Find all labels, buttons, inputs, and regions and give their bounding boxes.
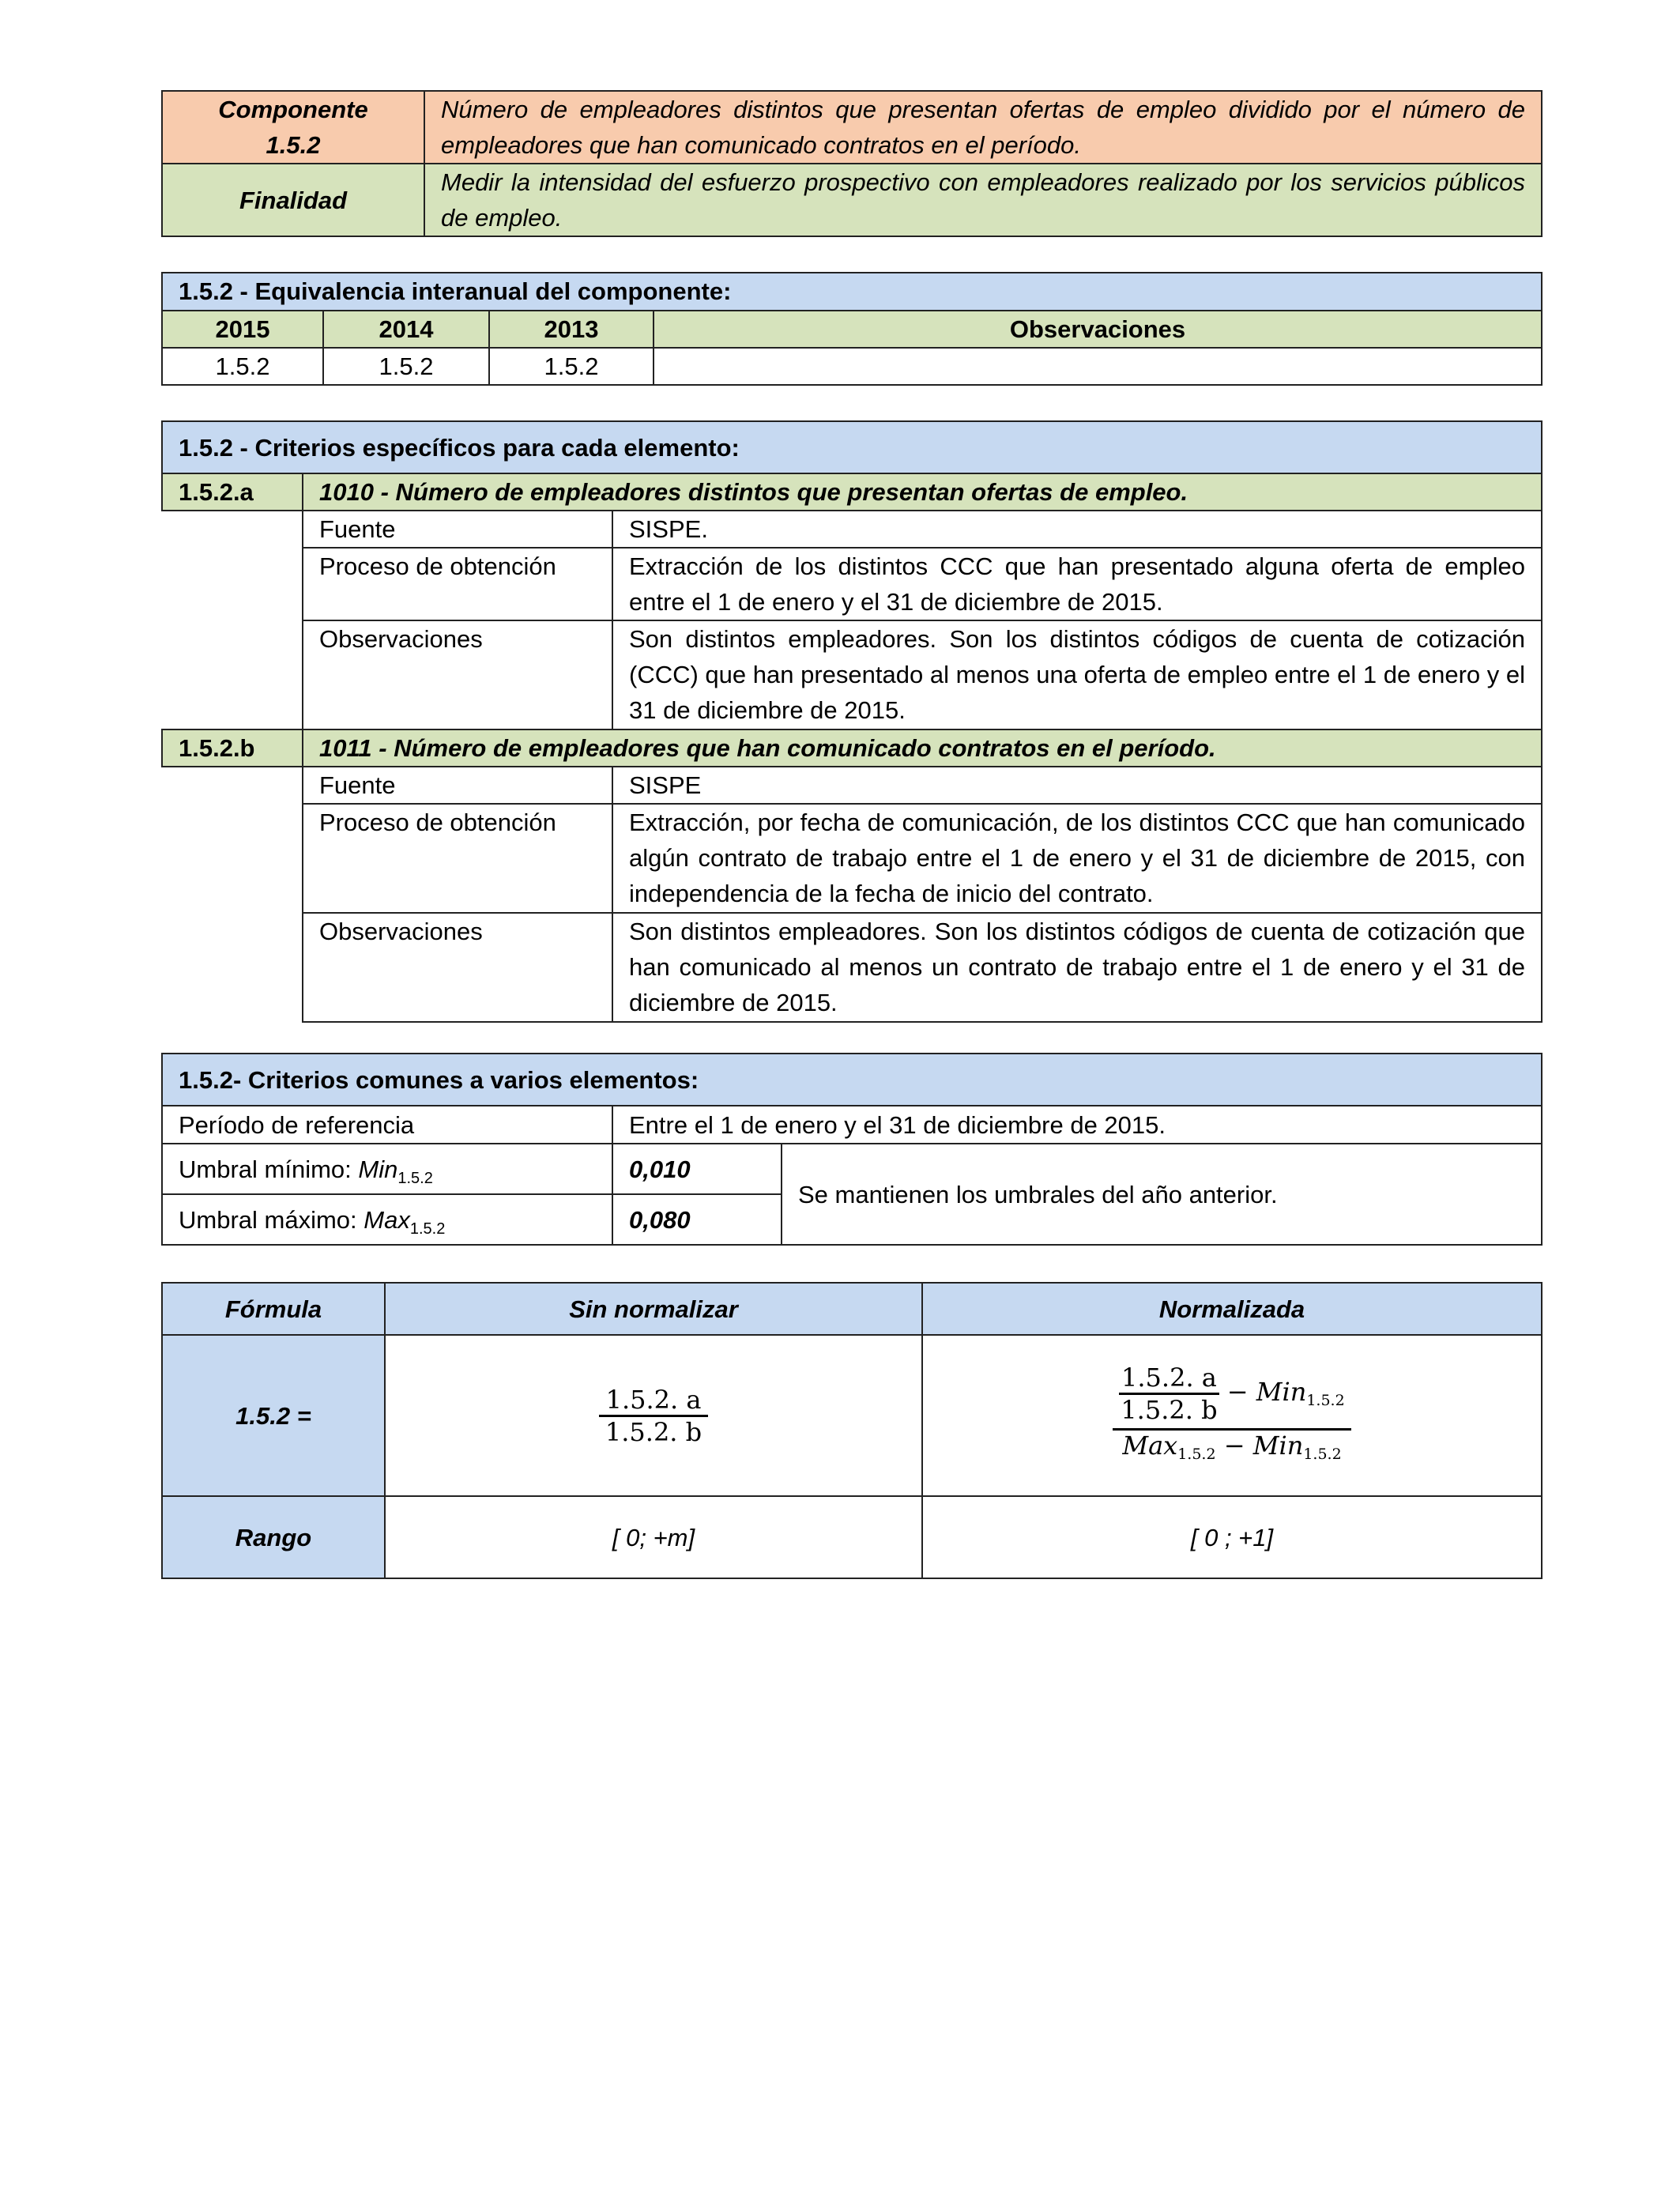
- umbrales-nota: Se mantienen los umbrales del año anterior.: [782, 1144, 1542, 1245]
- equivalencia-cell-2015: 1.5.2: [162, 348, 323, 385]
- criterios-especificos-table: [161, 420, 1543, 1023]
- element-code: 1.5.2.b: [162, 729, 303, 767]
- row-value: Son distintos empleadores. Son los distintos códigos de cuenta de cotización (CCC) que han presentado al menos una oferta de empleo entre el 1 de enero y el 31 de diciembre de 2015.: [612, 620, 1542, 729]
- inner-numerator: 1.5.2. a: [1119, 1363, 1219, 1395]
- row-label: Proceso de obtención: [303, 804, 612, 913]
- umbral-maximo-value: 0,080: [612, 1194, 782, 1245]
- equivalencia-header-2015: 2015: [162, 311, 323, 348]
- minus-sign: −: [1226, 1376, 1249, 1407]
- equivalencia-title: 1.5.2 - Equivalencia interanual del componente:: [162, 273, 1542, 311]
- umbral-minimo-text: Umbral mínimo:: [179, 1155, 359, 1183]
- equivalencia-cell-2014: 1.5.2: [323, 348, 489, 385]
- inner-fraction: [1119, 1363, 1219, 1425]
- element-name: 1011 - Número de empleadores que han comunicado contratos en el período.: [303, 729, 1542, 767]
- equivalencia-table: [161, 272, 1543, 386]
- element-spacer: [162, 767, 303, 1022]
- umbral-minimo-label: [162, 1144, 612, 1194]
- periodo-value: Entre el 1 de enero y el 31 de diciembre de 2015.: [612, 1106, 1542, 1144]
- comunes-title: 1.5.2- Criterios comunes a varios elementos:: [162, 1054, 1542, 1106]
- equivalencia-header-2013: 2013: [489, 311, 654, 348]
- row-label: Observaciones: [303, 620, 612, 729]
- componente-number: 1.5.2: [266, 131, 321, 159]
- fraction-denominator: 1.5.2. b: [605, 1416, 703, 1447]
- umbral-minimo-sub: 1.5.2: [397, 1169, 433, 1187]
- finalidad-description: Medir la intensidad del esfuerzo prospectivo con empleadores realizado por los servicios públicos de empleo.: [424, 164, 1542, 236]
- row-value: Extracción de los distintos CCC que han presentado alguna oferta de empleo entre el 1 de enero y el 31 de diciembre de 2015.: [612, 548, 1542, 620]
- componente-label-cell: [162, 91, 424, 164]
- row-value: SISPE: [612, 767, 1542, 804]
- equivalencia-cell-observaciones: [654, 348, 1542, 385]
- umbral-maximo-var: Max: [363, 1205, 410, 1234]
- element-spacer: [162, 511, 303, 729]
- componente-description: Número de empleadores distintos que presentan ofertas de empleo dividido por el número de empleadores que han comunicado contratos en el período.: [424, 91, 1542, 164]
- min-symbol: Min: [1256, 1376, 1307, 1407]
- formula-row-label: 1.5.2 =: [162, 1335, 385, 1496]
- min-subscript: 1.5.2: [1306, 1391, 1345, 1409]
- umbral-maximo-text: Umbral máximo:: [179, 1205, 364, 1234]
- sin-normalizar-header: Sin normalizar: [385, 1283, 922, 1335]
- row-label: Fuente: [303, 767, 612, 804]
- normalized-denominator: [1113, 1431, 1350, 1469]
- max-subscript: 1.5.2: [1177, 1445, 1216, 1463]
- formula-table: [161, 1282, 1543, 1579]
- min-symbol: Min: [1252, 1430, 1304, 1461]
- periodo-label: Período de referencia: [162, 1106, 612, 1144]
- element-code: 1.5.2.a: [162, 473, 303, 511]
- element-name: 1010 - Número de empleadores distintos que presentan ofertas de empleo.: [303, 473, 1542, 511]
- rango-normalizada: [ 0 ; +1]: [922, 1496, 1542, 1578]
- min-subscript: 1.5.2: [1303, 1445, 1342, 1463]
- umbral-minimo-var: Min: [358, 1155, 398, 1183]
- row-value: Extracción, por fecha de comunicación, de los distintos CCC que han comunicado algún contrato de trabajo entre el 1 de enero y el 31 de diciembre de 2015, con independencia de la fecha de inicio del contrato.: [612, 804, 1542, 913]
- criterios-title: 1.5.2 - Criterios específicos para cada elemento:: [162, 421, 1542, 473]
- minus-sign: −: [1223, 1430, 1245, 1461]
- inner-denominator: 1.5.2. b: [1121, 1394, 1218, 1425]
- equivalencia-header-observaciones: Observaciones: [654, 311, 1542, 348]
- componente-label: Componente: [218, 96, 368, 123]
- row-value: SISPE.: [612, 511, 1542, 548]
- formula-header: Fórmula: [162, 1283, 385, 1335]
- row-value: Son distintos empleadores. Son los distintos códigos de cuenta de cotización que han comunicado al menos un contrato de trabajo entre el 1 de enero y el 31 de diciembre de 2015.: [612, 913, 1542, 1022]
- rango-label: Rango: [162, 1496, 385, 1578]
- max-symbol: Max: [1122, 1430, 1178, 1461]
- umbral-maximo-label: [162, 1194, 612, 1245]
- umbral-maximo-sub: 1.5.2: [409, 1220, 446, 1238]
- equivalencia-cell-2013: 1.5.2: [489, 348, 654, 385]
- row-label: Fuente: [303, 511, 612, 548]
- rango-sin-normalizar: [ 0; +m]: [385, 1496, 922, 1578]
- sin-normalizar-formula: [385, 1335, 922, 1496]
- umbral-minimo-value: 0,010: [612, 1144, 782, 1194]
- equivalencia-header-2014: 2014: [323, 311, 489, 348]
- componente-table: [161, 90, 1543, 237]
- simple-fraction: [599, 1385, 708, 1447]
- normalizada-formula: [922, 1335, 1542, 1496]
- normalized-numerator: [1113, 1363, 1350, 1431]
- normalizada-header: Normalizada: [922, 1283, 1542, 1335]
- row-label: Proceso de obtención: [303, 548, 612, 620]
- fraction-numerator: 1.5.2. a: [599, 1385, 708, 1417]
- finalidad-label: Finalidad: [162, 164, 424, 236]
- criterios-comunes-table: [161, 1053, 1543, 1246]
- row-label: Observaciones: [303, 913, 612, 1022]
- normalized-fraction: [1113, 1363, 1350, 1469]
